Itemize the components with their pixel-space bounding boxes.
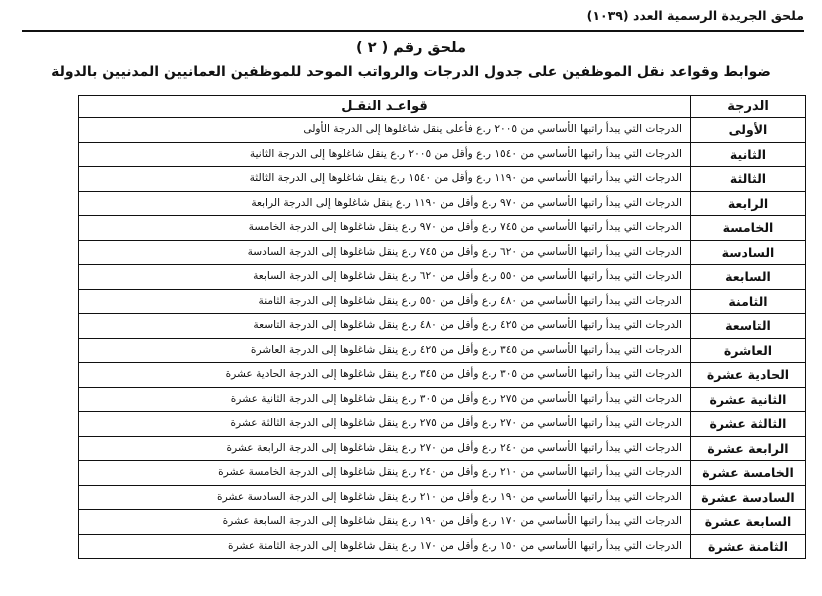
grade-cell: العاشرة <box>691 338 806 363</box>
rule-cell: الدرجات التي يبدأ راتبها الأساسي من ٢١٠ ر.ع وأقل من ٢٤٠ ر.ع ينقل شاغلوها إلى الدرجة الخامسة عشرة <box>79 461 691 486</box>
grade-cell: السابعة عشرة <box>691 510 806 535</box>
table-row <box>79 510 806 535</box>
grade-cell: الحادية عشرة <box>691 363 806 388</box>
table-row <box>79 265 806 290</box>
table-row <box>79 240 806 265</box>
grade-cell: الخامسة عشرة <box>691 461 806 486</box>
table-header-row <box>79 96 806 118</box>
grade-cell: الرابعة عشرة <box>691 436 806 461</box>
rule-cell: الدرجات التي يبدأ راتبها الأساسي من ٣٤٥ ر.ع وأقل من ٤٢٥ ر.ع ينقل شاغلوها إلى الدرجة العاشرة <box>79 338 691 363</box>
grade-cell: الخامسة <box>691 216 806 241</box>
rule-cell: الدرجات التي يبدأ راتبها الأساسي من ٩٧٠ ر.ع وأقل من ١١٩٠ ر.ع ينقل شاغلوها إلى الدرجة الرابعة <box>79 191 691 216</box>
rule-cell: الدرجات التي يبدأ راتبها الأساسي من ٦٢٠ ر.ع وأقل من ٧٤٥ ر.ع ينقل شاغلوها إلى الدرجة السادسة <box>79 240 691 265</box>
table-row <box>79 461 806 486</box>
gazette-header: ملحق الجريدة الرسمية العدد (١٠٣٩) <box>586 8 804 23</box>
grade-cell: الثامنة <box>691 289 806 314</box>
grade-cell: الثانية عشرة <box>691 387 806 412</box>
table-row <box>79 338 806 363</box>
table-row <box>79 387 806 412</box>
table-row <box>79 216 806 241</box>
grade-cell: الثامنة عشرة <box>691 534 806 559</box>
table-row <box>79 534 806 559</box>
rule-cell: الدرجات التي يبدأ راتبها الأساسي من ١٩٠ ر.ع وأقل من ٢١٠ ر.ع ينقل شاغلوها إلى الدرجة السادسة عشرة <box>79 485 691 510</box>
rule-column-header: قواعـد النقـل <box>79 96 691 118</box>
table-row <box>79 142 806 167</box>
grade-cell: الرابعة <box>691 191 806 216</box>
table-body <box>79 118 806 559</box>
rule-cell: الدرجات التي يبدأ راتبها الأساسي من ٧٤٥ ر.ع وأقل من ٩٧٠ ر.ع ينقل شاغلوها إلى الدرجة الخامسة <box>79 216 691 241</box>
rule-cell: الدرجات التي يبدأ راتبها الأساسي من ٢٠٠٥ ر.ع فأعلى ينقل شاغلوها إلى الدرجة الأولى <box>79 118 691 143</box>
rule-cell: الدرجات التي يبدأ راتبها الأساسي من ٢٤٠ ر.ع وأقل من ٢٧٠ ر.ع ينقل شاغلوها إلى الدرجة الرابعة عشرة <box>79 436 691 461</box>
table-row <box>79 436 806 461</box>
table-row <box>79 118 806 143</box>
table-row <box>79 485 806 510</box>
annex-title: ملحق رقم ( ٢ ) <box>356 40 466 56</box>
grade-cell: التاسعة <box>691 314 806 339</box>
grade-cell: الثالثة <box>691 167 806 192</box>
table-row <box>79 289 806 314</box>
grade-cell: السادسة عشرة <box>691 485 806 510</box>
grade-cell: الثانية <box>691 142 806 167</box>
rule-cell: الدرجات التي يبدأ راتبها الأساسي من ١٧٠ ر.ع وأقل من ١٩٠ ر.ع ينقل شاغلوها إلى الدرجة السابعة عشرة <box>79 510 691 535</box>
table-row <box>79 363 806 388</box>
rule-cell: الدرجات التي يبدأ راتبها الأساسي من ٤٢٥ ر.ع وأقل من ٤٨٠ ر.ع ينقل شاغلوها إلى الدرجة التاسعة <box>79 314 691 339</box>
table-row <box>79 167 806 192</box>
grade-cell: السابعة <box>691 265 806 290</box>
rule-cell: الدرجات التي يبدأ راتبها الأساسي من ٥٥٠ ر.ع وأقل من ٦٢٠ ر.ع ينقل شاغلوها إلى الدرجة السابعة <box>79 265 691 290</box>
transfer-rules-table <box>78 95 806 559</box>
rule-cell: الدرجات التي يبدأ راتبها الأساسي من ١٥٤٠ ر.ع وأقل من ٢٠٠٥ ر.ع ينقل شاغلوها إلى الدرجة الثانية <box>79 142 691 167</box>
rule-cell: الدرجات التي يبدأ راتبها الأساسي من ٤٨٠ ر.ع وأقل من ٥٥٠ ر.ع ينقل شاغلوها إلى الدرجة الثامنة <box>79 289 691 314</box>
grade-column-header: الدرجة <box>691 96 806 118</box>
header-divider <box>22 30 804 32</box>
table-row <box>79 412 806 437</box>
grade-cell: الثالثة عشرة <box>691 412 806 437</box>
rule-cell: الدرجات التي يبدأ راتبها الأساسي من ٣٠٥ ر.ع وأقل من ٣٤٥ ر.ع ينقل شاغلوها إلى الدرجة الحادية عشرة <box>79 363 691 388</box>
grade-cell: السادسة <box>691 240 806 265</box>
rule-cell: الدرجات التي يبدأ راتبها الأساسي من ٢٧٥ ر.ع وأقل من ٣٠٥ ر.ع ينقل شاغلوها إلى الدرجة الثانية عشرة <box>79 387 691 412</box>
table-row <box>79 191 806 216</box>
grade-cell: الأولى <box>691 118 806 143</box>
rule-cell: الدرجات التي يبدأ راتبها الأساسي من ١١٩٠ ر.ع وأقل من ١٥٤٠ ر.ع ينقل شاغلوها إلى الدرجة الثالثة <box>79 167 691 192</box>
rule-cell: الدرجات التي يبدأ راتبها الأساسي من ٢٧٠ ر.ع وأقل من ٢٧٥ ر.ع ينقل شاغلوها إلى الدرجة الثالثة عشرة <box>79 412 691 437</box>
rule-cell: الدرجات التي يبدأ راتبها الأساسي من ١٥٠ ر.ع وأقل من ١٧٠ ر.ع ينقل شاغلوها إلى الدرجة الثامنة عشرة <box>79 534 691 559</box>
annex-subtitle: ضوابط وقواعد نقل الموظفين على جدول الدرجات والرواتب الموحد للموظفين العمانيين المدنيين بالدولة <box>51 64 771 80</box>
table-row <box>79 314 806 339</box>
